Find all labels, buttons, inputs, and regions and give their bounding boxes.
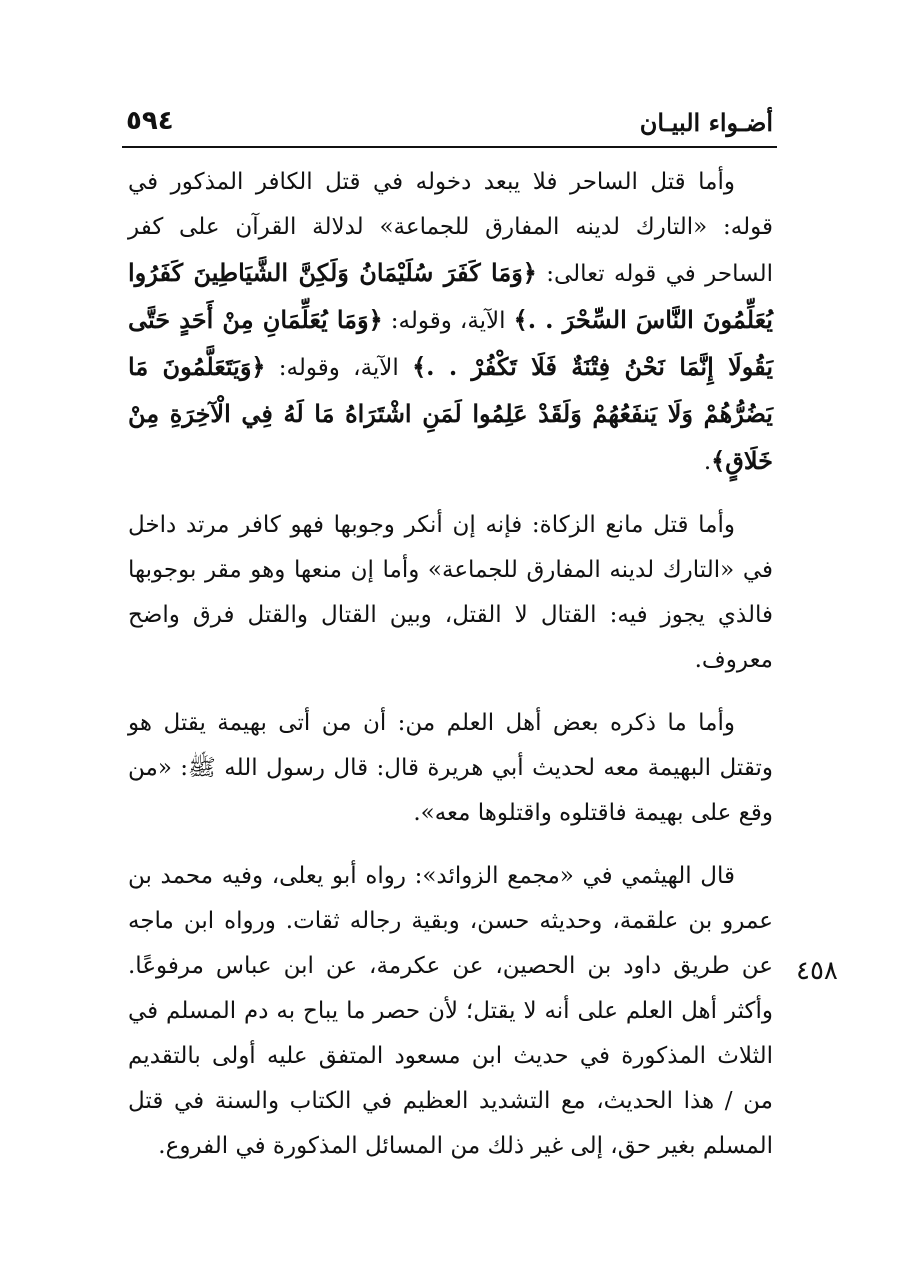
- page-header: [122, 104, 777, 148]
- paragraph-haythami: قال الهيثمي في «مجمع الزوائد»: رواه أبو يعلى، وفيه محمد بن عمرو بن علقمة، وحديثه حسن، وبقية رجاله ثقات. ورواه ابن ماجه عن طريق داود بن الحصين، عن عكرمة، عن ابن عباس مرفوعًا. وأكثر أهل العلم على أنه لا يقتل؛ لأن حصر ما يباح به دم المسلم في الثلاث المذكورة في حديث ابن مسعود المتفق عليه أولى بالتقديم من / هذا الحديث، مع التشديد العظيم في الكتاب والسنة في قتل المسلم بغير حق، إلى غير ذلك من المسائل المذكورة في الفروع.: [128, 863, 773, 1159]
- quran-verse: ﴿وَيَتَعَلَّمُونَ مَا يَضُرُّهُمْ وَلَا يَنفَعُهُمْ وَلَقَدْ عَلِمُوا لَمَنِ اشْتَرَاهُ مَا لَهُ فِي الْآخِرَةِ مِنْ خَلَاقٍ﴾: [128, 352, 773, 475]
- paragraph-text: .: [703, 449, 712, 475]
- paragraph-text: الآية، وقوله:: [382, 308, 514, 334]
- page-body: [128, 160, 773, 1187]
- paragraph-zakat: وأما قتل مانع الزكاة: فإنه إن أنكر وجوبها فهو كافر مرتد داخل في «التارك لدينه المفارق للجماعة» وأما إن منعها وهو مقر بوجوبها فالذي يجوز فيه: القتال لا القتل، وبين القتال والقتل فرق واضح معروف.: [128, 512, 773, 673]
- paragraph-text: وأما قتل الساحر فلا يبعد دخوله في قتل الكافر المذكور في قوله: «التارك لدينه المفارق للجماعة» لدلالة القرآن على كفر الساحر في قوله تعالى:: [128, 169, 773, 287]
- book-title: أضـواء البيـان: [639, 108, 773, 137]
- quran-verse: ﴿وَمَا يُعَلِّمَانِ مِنْ أَحَدٍ حَتَّى يَقُولَا إِنَّمَا نَحْنُ فِتْنَةٌ فَلَا تَكْفُرْ . .﴾: [128, 305, 773, 381]
- paragraph-bestiality: وأما ما ذكره بعض أهل العلم من: أن من أتى بهيمة يقتل هو وتقتل البهيمة معه لحديث أبي هريرة قال: قال رسول الله ﷺ: «من وقع على بهيمة فاقتلوه واقتلوها معه».: [128, 710, 773, 826]
- margin-page-number: ٤٥٨: [796, 956, 838, 986]
- page-number: ٥٩٤: [126, 106, 174, 136]
- quran-verse: ﴿وَمَا كَفَرَ سُلَيْمَانُ وَلَكِنَّ الشَّيَاطِينَ كَفَرُوا يُعَلِّمُونَ النَّاسَ السِّحْرَ . .﴾: [128, 258, 773, 334]
- paragraph-text: الآية، وقوله:: [265, 355, 413, 381]
- paragraph-sorcerer: [128, 160, 773, 485]
